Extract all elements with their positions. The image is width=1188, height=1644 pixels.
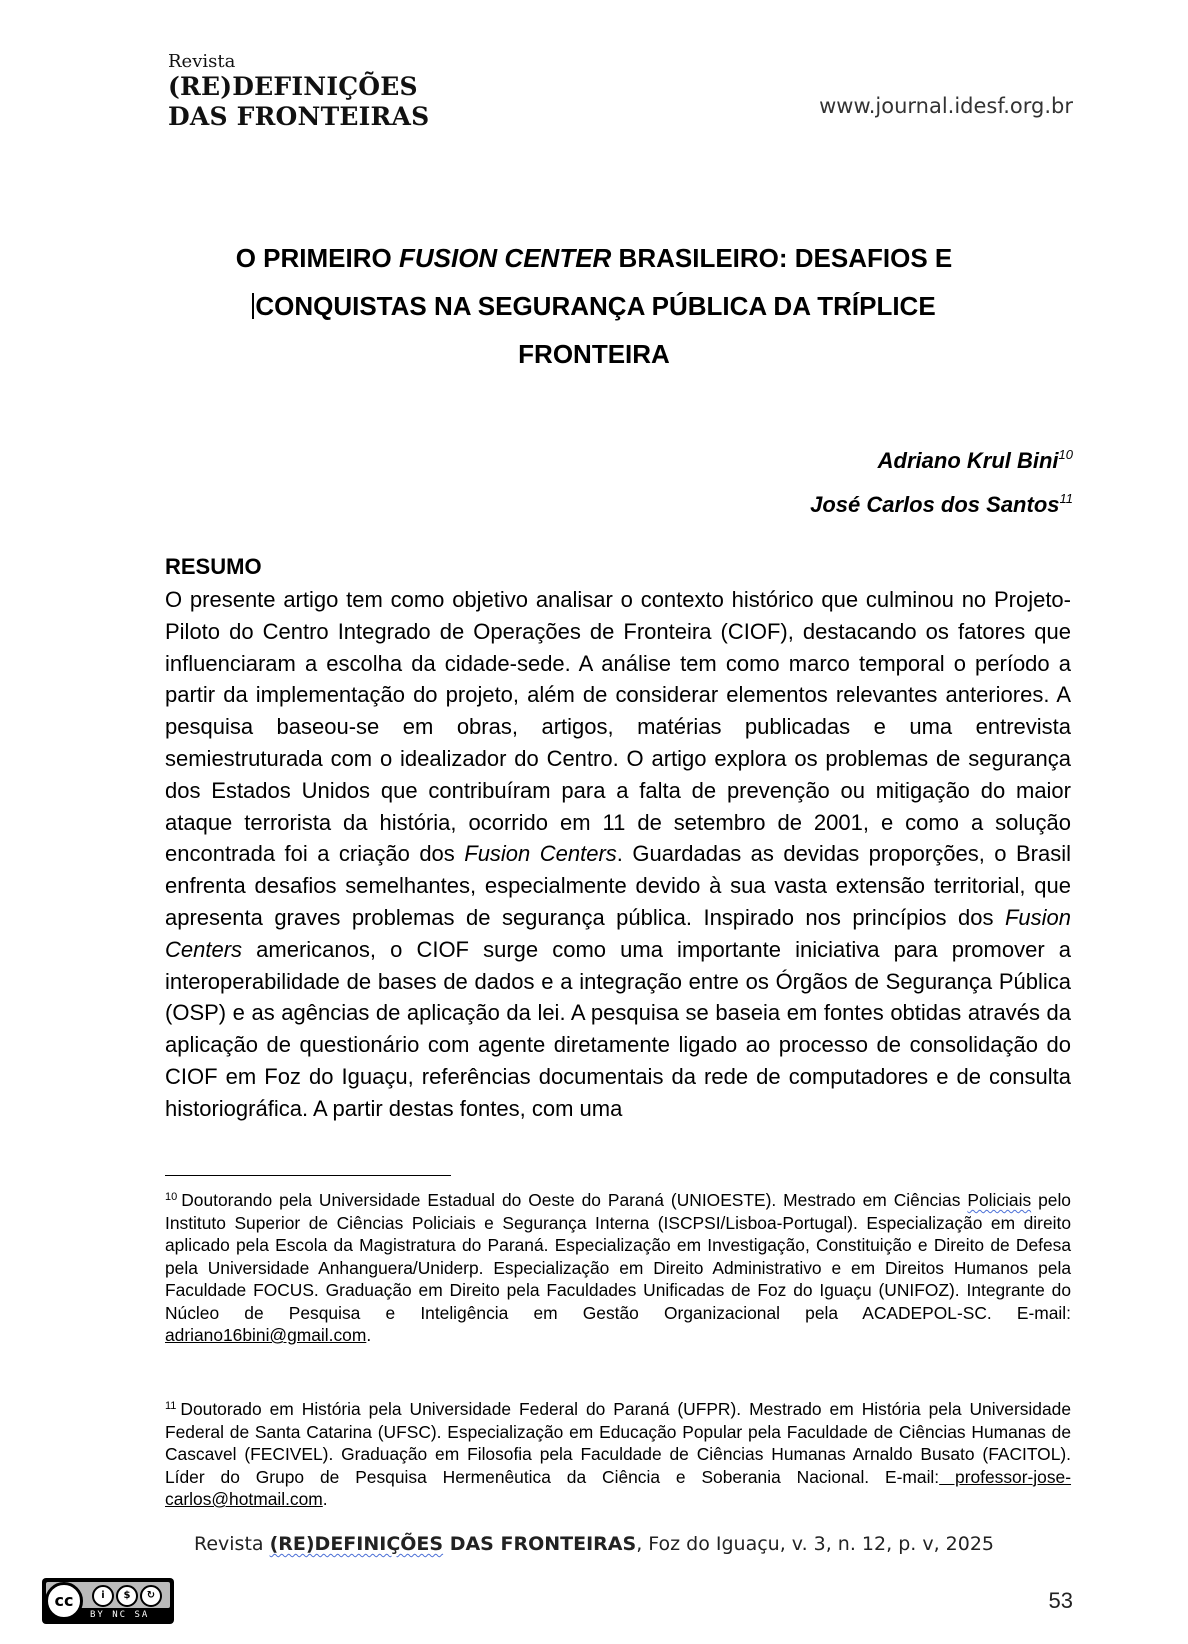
title-line-3: FRONTEIRA — [518, 339, 670, 369]
journal-url[interactable]: www.journal.idesf.org.br — [819, 94, 1073, 118]
footnote-text: Doutorado em História pela Universidade Federal do Paraná (UFPR). Mestrado em História pela Universidade Federal de Santa Catarina (UFSC). Especialização em Educação Popular pela Faculdade de Ciências Humanas de Cascavel (FECIVEL). Graduação em Filosofia pela Faculdade de Ciências Humanas Arnaldo Busato (FACITOL). Líder do Grupo de Pesquisa Hermenêutica da Ciência e Soberania Nacional. E-mail: — [165, 1399, 1071, 1487]
journal-logo-line2: DAS FRONTEIRAS — [168, 102, 430, 131]
abstract-text: americanos, o CIOF surge como uma importante iniciativa para promover a interoperabilidade de bases de dados e a integração entre os Órgãos de Segurança Pública (OSP) e as agências de aplicação da lei. A pesquisa se baseia em fontes obtidas através da aplicação de questionário com agente diretamente ligado ao processo de consolidação do CIOF em Foz do Iguaçu, referências documentais da rede de computadores e de consulta historiográfica. A partir destas fontes, com uma — [165, 936, 1071, 1121]
citation-journal-bold: DAS FRONTEIRAS — [443, 1533, 637, 1555]
page-number: 53 — [1048, 1588, 1073, 1613]
footnote-ref[interactable]: 10 — [1058, 447, 1073, 462]
license-labels: BY NC SA — [90, 1610, 150, 1620]
footnote-text: . — [322, 1489, 328, 1509]
abstract-text: . Guardadas as devidas proporções, o Brasil enfrenta desafios semelhantes, especialmente devido à sua vasta extensão territorial, que apresenta graves problemas de segurança pública. Inspirado nos princípios dos — [165, 841, 1071, 930]
citation-text: , Foz do Iguaçu, v. 3, n. 12, p. v, 2025 — [636, 1533, 995, 1555]
spellcheck-word: Policiais — [967, 1190, 1032, 1210]
footnote-ref[interactable]: 11 — [1059, 491, 1073, 506]
footnote-11 — [165, 1395, 1071, 1511]
author-2 — [810, 480, 1073, 524]
footnote-text: . — [366, 1325, 372, 1345]
footnote-10 — [165, 1186, 1071, 1347]
journal-logo-small: Revista — [168, 51, 236, 72]
email-link[interactable]: professor-jose-carlos@hotmail.com — [165, 1466, 1072, 1509]
article-title — [160, 234, 1028, 378]
abstract-text: O presente artigo tem como objetivo analisar o contexto histórico que culminou no Projeto-Piloto do Centro Integrado de Operações de Fronteira (CIOF), destacando os fatores que influenciaram a escolha da cidade-sede. A análise tem como marco temporal o período a partir da implementação do projeto, além de considerar elementos relevantes anteriores. A pesquisa baseou-se em obras, artigos, matérias publicadas e uma entrevista semiestruturada com o idealizador do Centro. O artigo explora os problemas de segurança dos Estados Unidos que contribuíram para a falta de prevenção ou mitigação do maior ataque terrorista da história, ocorrido em 11 de setembro de 2001, e como a solução encontrada foi a criação dos — [165, 587, 1071, 867]
title-line-2 — [160, 282, 1028, 330]
by-icon: i — [92, 1585, 114, 1607]
citation-text: Revista — [193, 1533, 270, 1555]
sa-icon: ↻ — [140, 1585, 162, 1607]
author-name: José Carlos dos Santos — [810, 492, 1060, 517]
email-link[interactable]: adriano16bini@gmail.com — [165, 1325, 367, 1345]
citation-journal-bold: (RE)DEFINIÇÕES — [269, 1533, 444, 1555]
footnote-number: 10 — [165, 1191, 178, 1203]
abstract-heading: RESUMO — [165, 554, 262, 579]
title-text: BRASILEIRO: DESAFIOS E — [611, 243, 953, 273]
title-italic-term: FUSION CENTER — [398, 243, 612, 273]
creative-commons-license-badge[interactable] — [42, 1578, 174, 1624]
author-1 — [810, 436, 1073, 480]
footnote-separator — [165, 1175, 451, 1176]
footnote-text: pelo Instituto Superior de Ciências Policiais e Segurança Interna (ISCPSI/Lisboa-Portugal). Especialização em direito aplicado pela Escola da Magistratura do Paraná. Especialização em Investigação, Constituição e Direito de Defesa pela Universidade Anhanguera/Uniderp. Especialização em Direito Administrativo e em Direitos Humanos pela Faculdade FOCUS. Graduação em Direito pela Faculdades Unificadas de Foz do Iguaçu (UNIFOZ). Integrante do Núcleo de Pesquisa e Inteligência em Gestão Organizacional pela ACADEPOL-SC. E-mail: — [165, 1190, 1071, 1323]
cc-icon: cc — [45, 1582, 83, 1620]
abstract-italic-term: Fusion Centers — [165, 904, 1071, 962]
journal-logo — [168, 52, 429, 132]
nc-icon: $ — [116, 1585, 138, 1607]
journal-citation — [0, 1533, 1188, 1555]
title-line-1 — [160, 234, 1028, 282]
authors — [810, 436, 1073, 524]
footnote-text: Doutorando pela Universidade Estadual do Oeste do Paraná (UNIOESTE). Mestrado em Ciências — [181, 1190, 968, 1210]
abstract-italic-term: Fusion Centers — [464, 841, 617, 867]
title-text: O PRIMEIRO — [235, 243, 399, 273]
author-name: Adriano Krul Bini — [877, 448, 1059, 473]
title-text: CONQUISTAS NA SEGURANÇA PÚBLICA DA TRÍPLICE — [255, 291, 936, 321]
journal-logo-line1: (RE)DEFINIÇÕES — [168, 72, 418, 101]
footnote-number: 11 — [165, 1400, 177, 1412]
abstract-body — [165, 584, 1071, 1125]
